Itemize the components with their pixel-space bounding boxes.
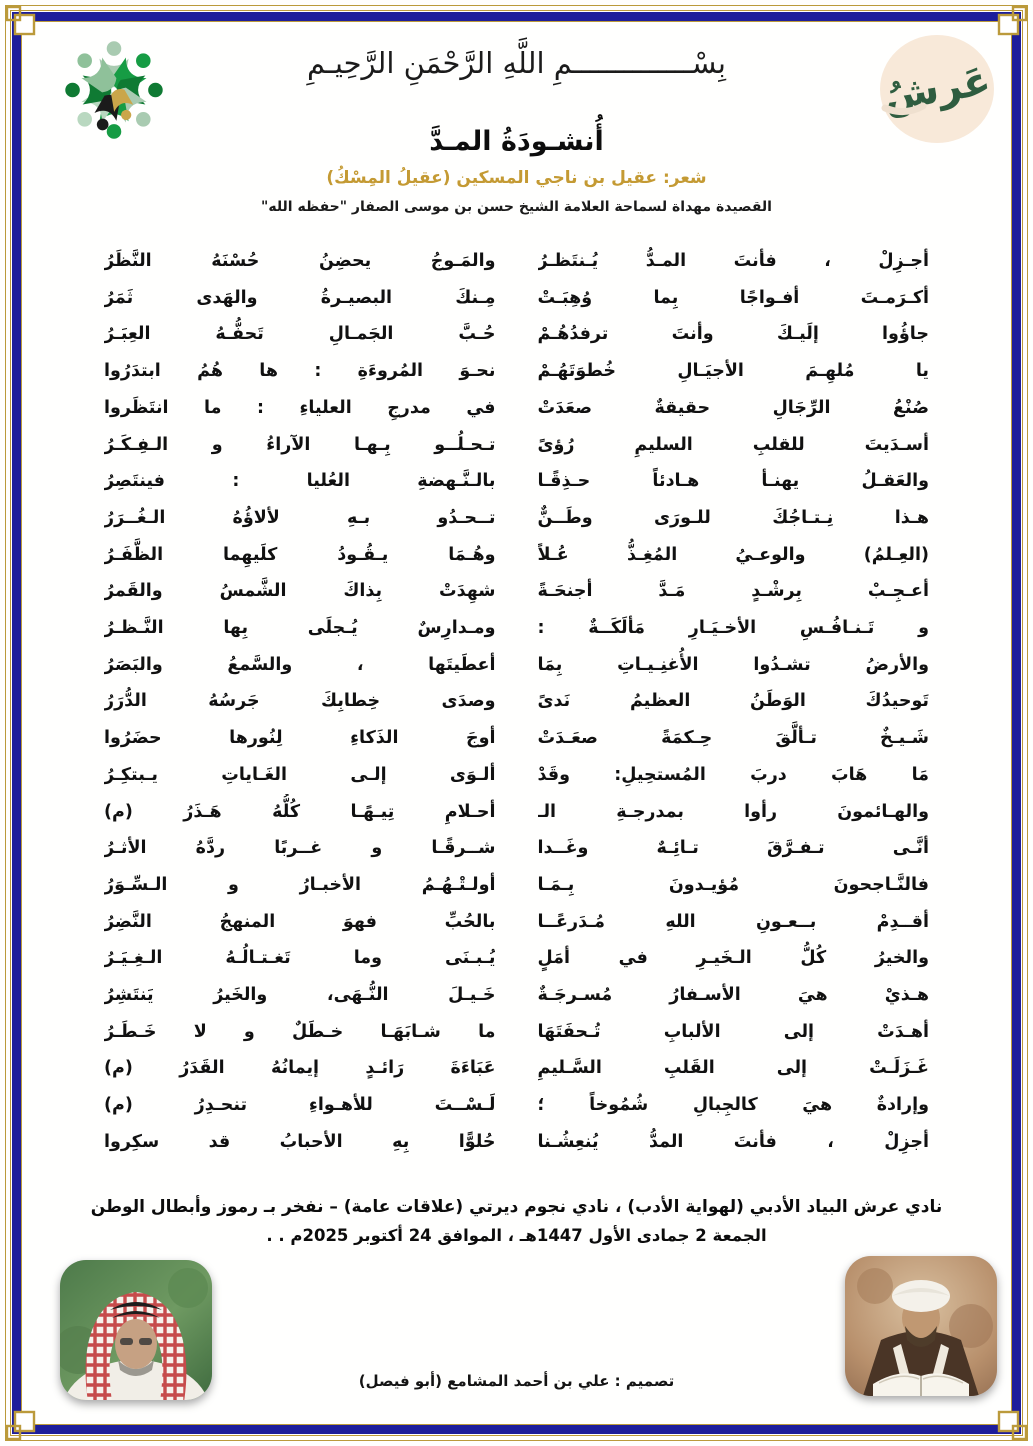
footer-block: [60, 1197, 973, 1245]
verse-row: [104, 830, 929, 867]
hemistich-gap: [496, 720, 538, 757]
hemistich-second: شهِدَتْ بِذاكَ الشَّمسُ والقَمرُ: [104, 581, 496, 602]
hemistich-second: والمَـوجُ يحضِنُ حُسْنَهُ النَّظَرُ: [104, 251, 496, 271]
hemistich-gap: [496, 1050, 538, 1087]
hemistich-first: فالنَّـاجحونَ مُؤيـدونَ بِـمَـا: [537, 874, 929, 895]
hemistich-second: وهُـمَا يـقُـودُ كلَيهِما الظَّفَـرُ: [104, 544, 496, 565]
verse-row: [104, 904, 929, 941]
hemistich-second: في مدرجِ العلياءِ : ما انتَظَروا: [104, 397, 496, 418]
verse-row: [104, 720, 929, 757]
hemistich-gap: [496, 794, 538, 831]
verse-row: [104, 500, 929, 537]
dedication-line: القصيدة مهداة لسماحة العلامة الشيخ حسن بن موسى الصفار "حفظه الله": [261, 199, 772, 215]
hemistich-gap: [496, 463, 538, 500]
hemistich-first: أنَّـى تـفـرَّقَ تـائِـهٌ وغَــدا: [537, 838, 929, 859]
verse-row: [104, 280, 929, 317]
hemistich-first: هـذيْ هيَ الأسـفارُ مُسـرجَـةٌ: [537, 985, 929, 1006]
hemistich-second: حُلوًّا بِهِ الأحبابُ قد سكِروا: [104, 1131, 496, 1152]
bismillah-calligraphy: بِسْــــــــــــــمِ اللَّهِ الرَّحْمَنِ الرَّحِيـمِ: [307, 46, 726, 80]
verse-row: [104, 573, 929, 610]
verse-row: [104, 940, 929, 977]
hemistich-gap: [496, 940, 538, 977]
hemistich-first: وإرادةٌ هيَ كالجِبالِ شُمُوخاً ؛: [537, 1095, 929, 1116]
hemistich-first: تَوحيدُكَ الوَطَنُ العظيمُ نَدىً: [537, 691, 929, 712]
hemistich-first: أسـدَيتَ للقلبِ السليمِ رُؤىً: [537, 434, 929, 455]
hemistich-second: تــحـدُو بـهِ لألاؤُهُ الـغُــرَرُ: [104, 507, 496, 528]
verse-row: [104, 1050, 929, 1087]
hemistich-gap: [496, 757, 538, 794]
verse-row: [104, 647, 929, 684]
hemistich-second: أولـتْـهُـمُ الأخبـارُ و الـسِّـوَرُ: [104, 874, 496, 895]
hemistich-second: نحـوَ المُروءَةِ : ها هُمُ ابتدَرُوا: [104, 361, 496, 382]
verse-row: [104, 683, 929, 720]
verse-row: [104, 1124, 929, 1161]
hemistich-gap: [496, 1014, 538, 1051]
hemistich-second: ألـوَى إلـى الغَـاياتِ يـبتكِـرُ: [104, 764, 496, 785]
corner-knot-ornament: [3, 1403, 43, 1443]
hemistich-first: شَـيـخٌ تـألَّقَ حِـكمَةً صعَـدَتْ: [537, 728, 929, 749]
hemistich-second: ومـدارِسٌ يُـجلَى بِها النَّـظـرُ: [104, 618, 496, 639]
verse-row: [104, 1014, 929, 1051]
hemistich-gap: [496, 353, 538, 390]
hemistich-first: أكـرَمـتَ أفـواجًا بِما وُهِبَـتْ: [537, 287, 929, 308]
corner-knot-ornament: [990, 3, 1030, 43]
corner-knot-ornament: [990, 1403, 1030, 1443]
poem-title: أُنشـودَةُ المـدَّ: [429, 126, 604, 157]
hemistich-second: ما شـابَهَـا خـطَلٌ و لا خَـطَـرُ: [104, 1021, 496, 1042]
verse-row: [104, 316, 929, 353]
hemistich-second: عَبَاءَةَ رَائـدٍ إيمانُهُ القَدَرُ (م): [104, 1058, 496, 1079]
hemistich-gap: [496, 610, 538, 647]
verse-row: [104, 794, 929, 831]
hemistich-first: مَا هَابَ دربَ المُستحِيلِ: وقَدْ: [537, 764, 929, 785]
poet-name-line: شعر: عقيل بن ناجي المسكين (عقيلُ المِسْكُ): [326, 168, 707, 188]
hemistich-second: بالحُبِّ فهوَ المنهجُ النَّضِرُ: [104, 911, 496, 932]
hemistich-first: والعَقـلُ يهنـأ هـادئاً حـذِقًـا: [537, 471, 929, 492]
hemistich-gap: [496, 427, 538, 464]
hemistich-second: تـحـلُــو بِـهـا الآراءُ و الـفِـكَـرُ: [104, 434, 496, 455]
hemistich-first: أقــدِمْ بــعـونِ اللهِ مُـدَرعًــا: [537, 911, 929, 932]
clubs-credit-line: نادي عرش البياد الأدبي (لهواية الأدب) ، نادي نجوم ديرتي (علاقات عامة) – نفخر بـ رموز وأبطال الوطن: [90, 1197, 943, 1217]
verse-row: [104, 463, 929, 500]
hemistich-first: يا مُلهِـمَ الأجيَـالِ خُطوَتَهُـمْ: [537, 361, 929, 382]
verse-row: [104, 867, 929, 904]
hemistich-gap: [496, 647, 538, 684]
hemistich-first: أجزِلْ ، فأنتَ المدُّ يُنعِشُـنا: [537, 1131, 929, 1152]
hemistich-first: جاؤُوا إلَيـكَ وأنتَ ترفدُهُـمْ: [537, 324, 929, 345]
hemistich-second: أحـلامِ تِيـهًـا كُلُّهُ هَـذَرُ (م): [104, 801, 496, 822]
hemistich-first: أعـجِـبْ بِرشْـدٍ مَـدَّ أجنحَـةً: [537, 581, 929, 602]
hemistich-gap: [496, 243, 538, 280]
hemistich-gap: [496, 904, 538, 941]
hemistich-first: هـذا نِـتـاجُكَ للـورَى وطَــنٌّ: [537, 507, 929, 528]
hemistich-gap: [496, 280, 538, 317]
hemistich-second: يُـبـنَى وما تَغـتـالُـهُ الـغِـيَـرُ: [104, 948, 496, 969]
verse-row: [104, 537, 929, 574]
hemistich-gap: [496, 867, 538, 904]
hemistich-gap: [496, 573, 538, 610]
hemistich-gap: [496, 1087, 538, 1124]
verse-row: [104, 757, 929, 794]
hemistich-first: (العِـلمُ) والوعـيُ المُغِـذُّ عُـلاً: [537, 544, 929, 565]
hemistich-first: والخيرُ كُلُّ الـخَيـرِ في أمَلٍ: [537, 948, 929, 969]
verse-row: [104, 427, 929, 464]
hemistich-second: خَـيـلَ النُّـهَى، والخَيرُ يَنتَشِرُ: [104, 985, 496, 1006]
hemistich-second: أعطَيتَها ، والسَّمعُ والبَصَرُ: [104, 654, 496, 675]
hemistich-gap: [496, 830, 538, 867]
date-line: الجمعة 2 جمادى الأول 1447هـ ، الموافق 24 أكتوبر 2025م . .: [266, 1226, 767, 1245]
verse-row: [104, 610, 929, 647]
hemistich-gap: [496, 500, 538, 537]
hemistich-second: وصدَى خِطابِكَ جَرسُهُ الدُّرَرُ: [104, 691, 496, 712]
hemistich-first: أجـزِلْ ، فأنتَ المـدُّ يُـنتَظـرُ: [537, 251, 929, 271]
corner-knot-ornament: [3, 3, 43, 43]
hemistich-first: و تَـنـافُـسِ الأخـيَـارِ مَألَكَــةٌ :: [537, 618, 929, 639]
hemistich-second: شــرقًـا و غــربًا ردَّهُ الأثـرُ: [104, 838, 496, 859]
verse-row: [104, 1087, 929, 1124]
poem-verses: [104, 243, 929, 1161]
hemistich-gap: [496, 683, 538, 720]
hemistich-first: والأرضُ تشـدُوا الأُغنِـيـاتِ بِمَا: [537, 654, 929, 675]
hemistich-gap: [496, 1124, 538, 1161]
hemistich-second: لَـسْــتَ للأهـواءِ تنحـدِرُ (م): [104, 1095, 496, 1116]
designer-credit: تصميم : علي بن أحمد المشامع (أبو فيصل): [358, 1372, 675, 1390]
hemistich-first: والهـائمونَ رأوا بمدرجـةِ الـ: [537, 801, 929, 822]
hemistich-second: مِـنكَ البصيـرةُ والهَدى ثَمَرُ: [104, 287, 496, 308]
verse-row: [104, 243, 929, 280]
title-block: [0, 126, 1033, 215]
hemistich-first: غَـزَلَـتْ إلى القَلبِ السَّـليمِ: [537, 1058, 929, 1079]
arsh-logo-text: عَرشُ: [880, 57, 994, 121]
hemistich-second: بالـنَّـهضةِ العُليا : فينتَصِرُ: [104, 471, 496, 492]
hemistich-gap: [496, 390, 538, 427]
verse-row: [104, 353, 929, 390]
hemistich-first: صُنْعُ الرِّجَالِ حقيقةٌ صعَدَتْ: [537, 397, 929, 418]
hemistich-second: حُـبَّ الجَمـالِ تَحفُّـهُ العِبَـرُ: [104, 324, 496, 345]
hemistich-gap: [496, 537, 538, 574]
verse-row: [104, 390, 929, 427]
hemistich-gap: [496, 977, 538, 1014]
hemistich-gap: [496, 316, 538, 353]
hemistich-first: أهـدَتْ إلى الألبابِ تُـحفَتَهَا: [537, 1021, 929, 1042]
hemistich-second: أوجَ الذَكاءِ لِنُورها حضَرُوا: [104, 728, 496, 749]
verse-row: [104, 977, 929, 1014]
